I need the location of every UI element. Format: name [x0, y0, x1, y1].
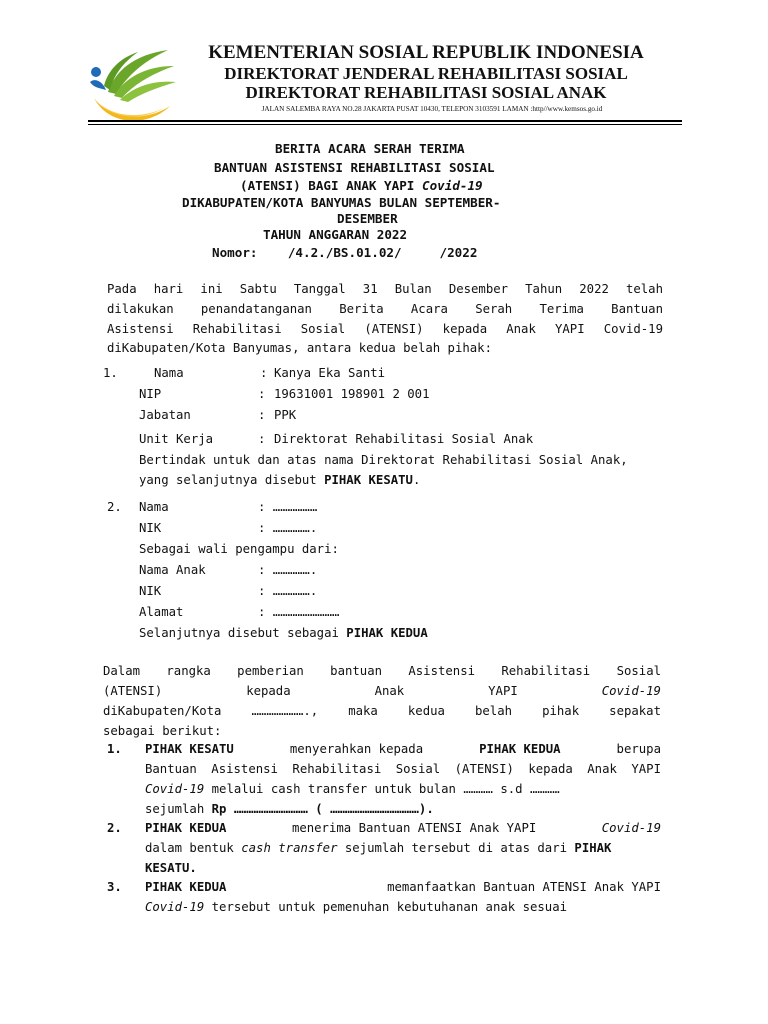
party2-designation: Selanjutnya disebut sebagai PIHAK KEDUA	[139, 626, 428, 640]
party1-sep-unit: :	[258, 432, 266, 446]
party2-value-nama-anak: : …………….	[258, 563, 318, 577]
party1-value-jabatan: PPK	[274, 408, 297, 422]
party1-acting-line2: yang selanjutnya disebut PIHAK KESATU.	[139, 473, 421, 487]
agreement-line-4: sebagai berikut:	[103, 724, 222, 738]
agreement-line-1: Dalam rangka pemberian bantuan Asistensi Rehabilitasi Sosial	[103, 664, 661, 678]
party2-label-nama: Nama	[139, 500, 169, 514]
party2-value-nama: : ………………	[258, 500, 318, 514]
item1-line-3: Covid-19 melalui cash transfer untuk bulan ………… s.d …………	[145, 782, 560, 796]
party2-label-alamat: Alamat	[139, 605, 184, 619]
item2-line-1: PIHAK KEDUA menerima Bantuan ATENSI Anak YAPI Covid-19	[145, 821, 661, 835]
agreement-line-3: diKabupaten/Kota …………………., maka kedua belah pihak sepakat	[103, 704, 661, 718]
party1-label-jabatan: Jabatan	[139, 408, 191, 422]
party2-value-nik: : …………….	[258, 521, 318, 535]
doc-title-line3: (ATENSI) BAGI ANAK YAPI Covid-19	[240, 178, 483, 193]
doc-title-line1: BERITA ACARA SERAH TERIMA	[275, 141, 465, 156]
party1-label-nip: NIP	[139, 387, 162, 401]
intro-line-2: dilakukan penandatanganan Berita Acara Serah Terima Bantuan	[107, 302, 663, 316]
item1-line-1: PIHAK KESATU menyerahkan kepada PIHAK KEDUA berupa	[145, 742, 661, 756]
directorate-general-name: DIREKTORAT JENDERAL REHABILITASI SOSIAL	[224, 64, 628, 83]
intro-line-1: Pada hari ini Sabtu Tanggal 31 Bulan Desember Tahun 2022 telah	[107, 282, 663, 296]
party1-acting-line1: Bertindak untuk dan atas nama Direktorat Rehabilitasi Sosial Anak,	[139, 453, 628, 467]
intro-line-4: diKabupaten/Kota Banyumas, antara kedua belah pihak:	[107, 341, 492, 355]
party1-value-nama: Kanya Eka Santi	[274, 366, 386, 380]
doc-title-year: TAHUN ANGGARAN 2022	[263, 227, 408, 242]
item3-line-1: PIHAK KEDUA memanfaatkan Bantuan ATENSI Anak YAPI	[145, 880, 661, 894]
item1-line-4: sejumlah Rp ………………………… ( ………………………………).	[145, 802, 434, 816]
ministry-name: KEMENTERIAN SOSIAL REPUBLIK INDONESIA	[208, 42, 644, 63]
item1-line-2: Bantuan Asistensi Rehabilitasi Sosial (ATENSI) kepada Anak YAPI	[145, 762, 661, 776]
party2-number: 2.	[107, 500, 122, 514]
party1-value-nip: 19631001 198901 2 001	[274, 387, 430, 401]
item2-number: 2.	[107, 821, 122, 835]
party1-sep-nama: :	[260, 366, 268, 380]
item2-line-3: KESATU.	[145, 861, 197, 875]
doc-title-line2: BANTUAN ASISTENSI REHABILITASI SOSIAL	[214, 160, 495, 175]
doc-number: Nomor: /4.2./BS.01.02/ /2022	[212, 245, 478, 260]
party2-wali-label: Sebagai wali pengampu dari:	[139, 542, 339, 556]
item3-line-2: Covid-19 tersebut untuk pemenuhan kebutuhanan anak sesuai	[145, 900, 567, 914]
intro-line-3: Asistensi Rehabilitasi Sosial (ATENSI) kepada Anak YAPI Covid-19	[107, 322, 663, 336]
item2-line-2: dalam bentuk cash transfer sejumlah tersebut di atas dari PIHAK	[145, 841, 612, 855]
party1-label-nama: Nama	[154, 366, 184, 380]
party1-number: 1.	[103, 366, 118, 380]
agreement-line-2: (ATENSI) kepada Anak YAPI Covid-19	[103, 684, 661, 698]
doc-title-line4: DIKABUPATEN/KOTA BANYUMAS BULAN SEPTEMBER-	[182, 195, 501, 210]
party2-value-alamat: : ………………………	[258, 605, 340, 619]
letterhead-rule-thin	[88, 124, 682, 125]
party2-label-nik: NIK	[139, 521, 162, 535]
party2-label-nama-anak: Nama Anak	[139, 563, 206, 577]
party2-value-nik-anak: : …………….	[258, 584, 318, 598]
item3-number: 3.	[107, 880, 122, 894]
letterhead-address: JALAN SALEMBA RAYA NO.28 JAKARTA PUSAT 10430, TELEPON 3103591 LAMAN :http//www.kemsos.go.id	[261, 105, 603, 113]
item1-number: 1.	[107, 742, 122, 756]
party1-sep-nip: :	[258, 387, 266, 401]
party1-value-unit: Direktorat Rehabilitasi Sosial Anak	[274, 432, 534, 446]
letterhead-rule-thick	[88, 120, 682, 122]
doc-title-line5: DESEMBER	[337, 211, 398, 226]
party2-label-nik-anak: NIK	[139, 584, 162, 598]
directorate-name: DIREKTORAT REHABILITASI SOSIAL ANAK	[245, 83, 607, 102]
kemensos-logo	[86, 46, 178, 128]
party1-label-unit: Unit Kerja	[139, 432, 214, 446]
party1-sep-jabatan: :	[258, 408, 266, 422]
